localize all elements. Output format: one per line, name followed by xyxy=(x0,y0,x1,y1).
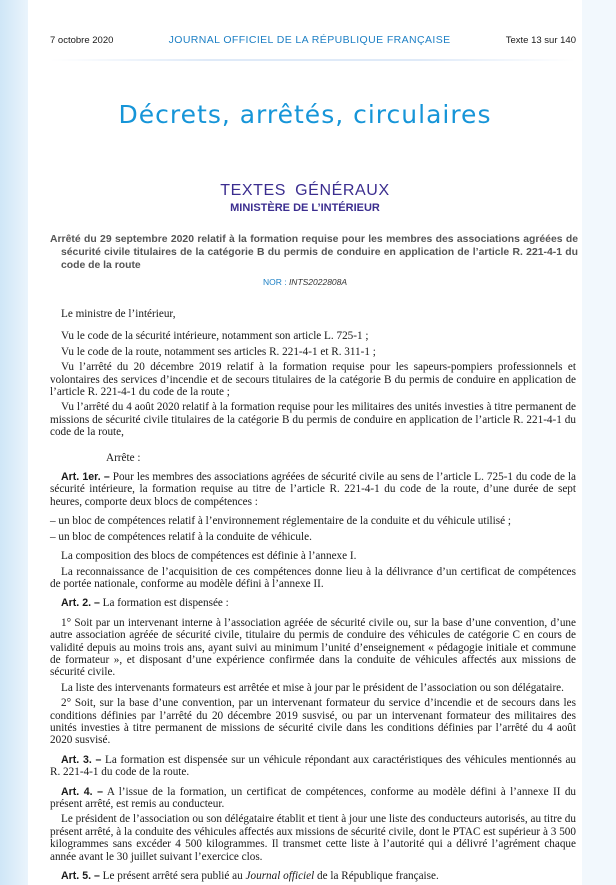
article-1 xyxy=(50,471,576,508)
section-title: Décrets, arrêtés, circulaires xyxy=(118,100,492,129)
article-3 xyxy=(50,754,576,779)
article-text: 2° Soit, sur la base d’une convention, par un intervenant formateur du service d’incendie et de secours dans les conditions définies par l’arrêté du 20 décembre 2019 susvisé, ou par un intervenant formateur des militaires des unités investies à titre permanent de missions de sécurité civile dans les conditions définies par l’arrêté du 4 août 2020 susvisé. xyxy=(50,697,576,747)
publication-date: 7 octobre 2020 xyxy=(50,34,114,46)
act-title: Arrêté du 29 septembre 2020 relatif à la formation requise pour les membres des associations agréées de sécurité civile titulaires de la catégorie B du permis de conduire en application de l’article R. 221-4-1 du code de la route xyxy=(50,234,578,271)
article-label: Art. 5. – xyxy=(61,870,100,883)
preamble-line: Le ministre de l’intérieur, xyxy=(61,308,176,320)
article-text: La formation est dispensée sur un véhicule répondant aux caractéristiques des véhicules mentionnés au R. 221-4-1 du code de la route. xyxy=(50,753,576,779)
article-text: Le présent arrêté sera publié au xyxy=(102,870,246,883)
article-label: Art. 2. – xyxy=(61,597,100,610)
journal-name: JOURNAL OFFICIEL DE LA RÉPUBLIQUE FRANÇAISE xyxy=(168,34,451,46)
preamble-line: Vu l’arrêté du 4 août 2020 relatif à la formation requise pour les militaires des unités investies à titre permanent de missions de sécurité civile titulaires de la catégorie B du permis de conduire en application de l’article R. 221-4-1 du code de la route, xyxy=(50,401,576,439)
document-page xyxy=(28,0,582,883)
document-body xyxy=(50,308,576,885)
article-label: Art. 3. – xyxy=(61,753,102,766)
preamble-line: Vu l’arrêté du 20 décembre 2019 relatif à la formation requise pour les sapeurs-pompiers professionnels et volontaires des services d’incendie et de secours titulaires de la catégorie B du permis de conduire en application de l’article R. 221-4-1 du code de la route ; xyxy=(50,361,576,399)
list-item: – un bloc de compétences relatif à l’environnement réglementaire de la conduite et du véhicule utilisé ; xyxy=(50,515,511,528)
nor-label: NOR : xyxy=(262,277,287,287)
article-text: de la République française. xyxy=(314,870,439,883)
nor-value: INTS2022808A xyxy=(288,277,348,287)
preamble-line: Vu le code de la sécurité intérieure, notamment son article L. 725-1 ; xyxy=(61,330,369,343)
article-text: La composition des blocs de compétences est définie à l’annexe I. xyxy=(61,550,357,563)
article-text: 1° Soit par un intervenant interne à l’association agréée de sécurité civile ou, sur la base d’une convention, d’une autre association agréée de sécurité civile, titulaire du permis de conduire des véhicules de catégorie C en cours de validité depuis au moins trois ans, ayant suivi au minimum l’unité d’enseignement « pédagogie initiale et commune de formateur », et disposant d’une expérience confirmée dans la conduite de véhicules affectés aux missions de sécurité civile. xyxy=(50,616,576,679)
article-text: La liste des intervenants formateurs est arrêtée et mise à jour par le président de l’association ou son délégataire. xyxy=(61,681,564,694)
article-4 xyxy=(50,786,576,811)
decree-word: Arrête : xyxy=(106,451,141,464)
article-label: Art. 4. – xyxy=(61,785,104,798)
ministry-heading: MINISTÈRE DE L’INTÉRIEUR xyxy=(230,202,380,214)
page-header xyxy=(50,33,576,47)
journal-officiel-italic: Journal officiel xyxy=(245,870,315,883)
article-5 xyxy=(50,870,576,882)
article-text: La reconnaissance de l’acquisition de ces compétences donne lieu à la délivrance d’un certificat de compétences de portée nationale, conforme au modèle défini à l’annexe II. xyxy=(50,565,576,590)
article-text: A l’issue de la formation, un certificat de compétences, conforme au modèle défini à l’annexe II du présent arrêté, est remis au conducteur. xyxy=(50,785,577,810)
nor-reference xyxy=(28,277,582,287)
text-number: Texte 13 sur 140 xyxy=(505,34,576,46)
article-text: Pour les membres des associations agréées de sécurité civile au sens de l’article L. 725-1 du code de la sécurité intérieure, la formation requise au titre de l’article R. 221-4-1 du code de la route, d’une durée de sept heures, comporte deux blocs de compétences : xyxy=(50,471,576,508)
article-2 xyxy=(50,597,576,609)
subsection-title: TEXTES GÉNÉRAUX xyxy=(220,182,390,199)
article-text: Le président de l’association ou son délégataire établit et tient à jour une liste des conducteurs autorisés, au titre du présent arrêté, à la conduite des véhicules affectés aux missions de sécurité civile, dont le PTAC est supérieur à 3 500 kilogrammes sans excéder 4 500 kilogrammes. Il transmet cette liste à l’autorité qui a délivré l’agrément chaque année avant le 30 juillet suivant l’exercice clos. xyxy=(50,813,576,863)
preamble-line: Vu le code de la route, notamment ses articles R. 221-4-1 et R. 311-1 ; xyxy=(61,345,376,358)
list-item: – un bloc de compétences relatif à la conduite de véhicule. xyxy=(50,530,312,543)
article-text: La formation est dispensée : xyxy=(102,597,229,610)
header-divider xyxy=(50,59,576,61)
article-label: Art. 1er. – xyxy=(61,471,110,484)
